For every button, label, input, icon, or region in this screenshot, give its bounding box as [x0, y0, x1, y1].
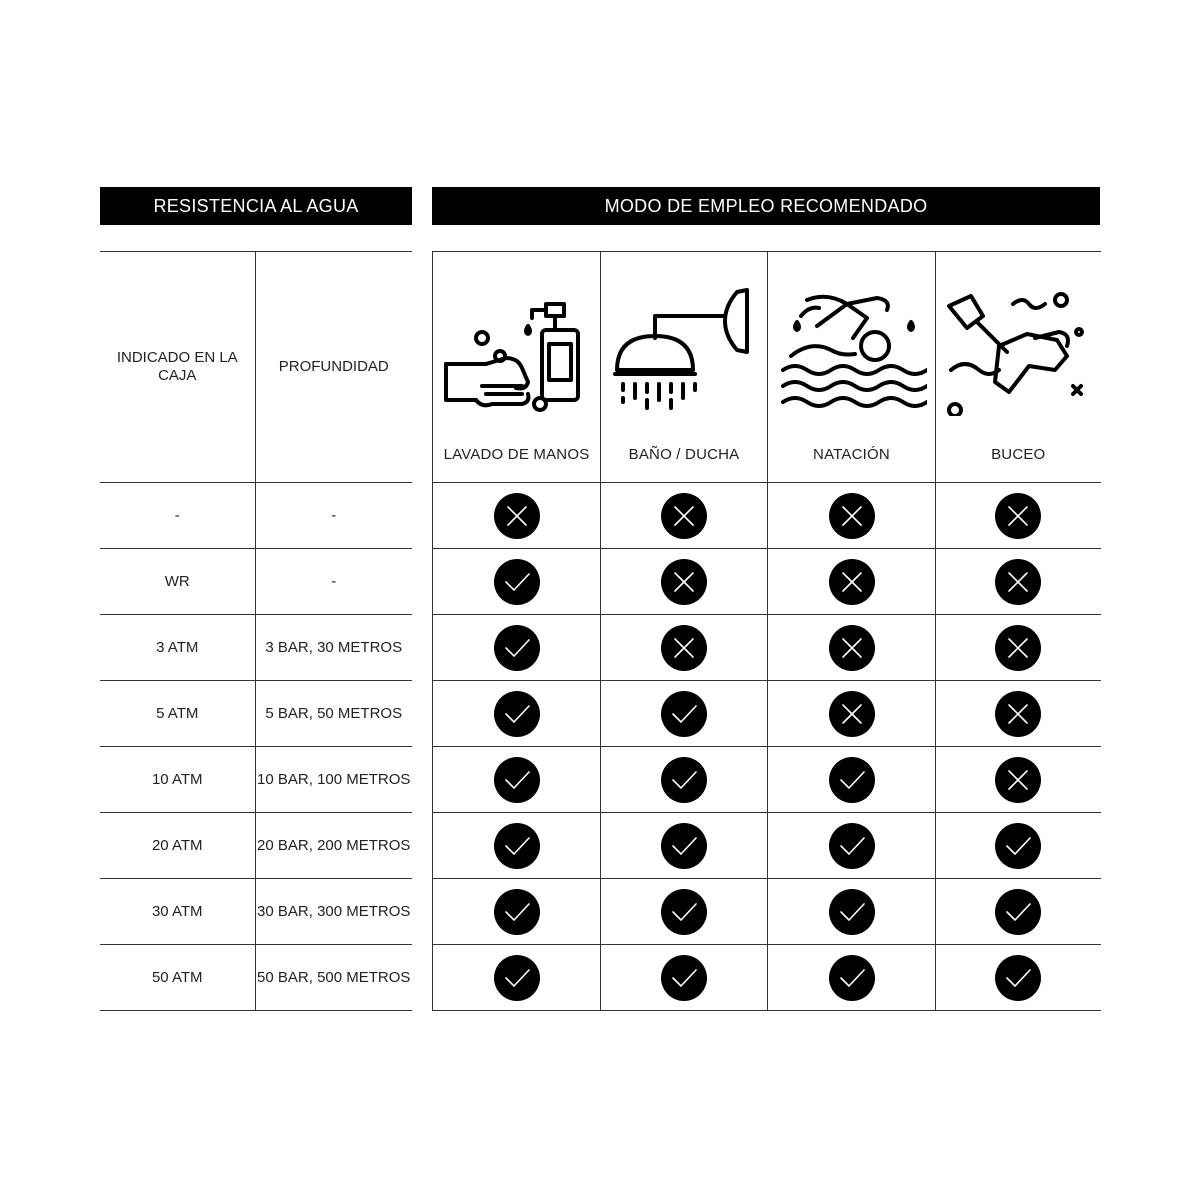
check-icon	[995, 955, 1041, 1001]
indicated-cell: 20 ATM	[100, 813, 255, 879]
header-usage: MODO DE EMPLEO RECOMENDADO	[432, 187, 1100, 225]
usage-cell	[768, 813, 936, 879]
usage-cell	[936, 615, 1101, 681]
cross-icon	[661, 625, 707, 671]
resistance-row	[100, 813, 412, 879]
check-icon	[661, 889, 707, 935]
activity-label-swimming: NATACIÓN	[813, 446, 890, 463]
cross-icon	[995, 625, 1041, 671]
usage-cell	[601, 549, 768, 615]
usage-row	[433, 747, 1101, 813]
usage-cell	[433, 747, 601, 813]
usage-cell	[433, 615, 601, 681]
check-icon	[494, 559, 540, 605]
check-icon	[829, 889, 875, 935]
depth-cell: -	[255, 549, 412, 615]
usage-cell	[936, 879, 1101, 945]
depth-cell: 3 BAR, 30 METROS	[255, 615, 412, 681]
indicated-cell: 30 ATM	[100, 879, 255, 945]
cross-icon	[494, 493, 540, 539]
resistance-row	[100, 615, 412, 681]
shower-icon	[609, 286, 759, 416]
column-header-indicated-text: INDICADO EN LA CAJA	[116, 349, 238, 384]
column-header-indicated	[100, 252, 255, 483]
usage-cell	[601, 483, 768, 549]
handwashing-icon	[442, 286, 592, 416]
swimming-icon	[777, 286, 927, 416]
usage-cell	[433, 813, 601, 879]
usage-cell	[768, 681, 936, 747]
usage-row	[433, 483, 1101, 549]
check-icon	[661, 823, 707, 869]
diving-icon	[943, 286, 1093, 416]
usage-cell	[601, 747, 768, 813]
usage-table	[432, 251, 1101, 1011]
indicated-cell: 5 ATM	[100, 681, 255, 747]
usage-row	[433, 945, 1101, 1011]
check-icon	[494, 691, 540, 737]
resistance-table	[100, 251, 412, 1011]
resistance-header-row	[100, 252, 412, 483]
usage-cell	[768, 747, 936, 813]
resistance-row	[100, 483, 412, 549]
depth-cell: 10 BAR, 100 METROS	[255, 747, 412, 813]
cross-icon	[661, 493, 707, 539]
cross-icon	[995, 757, 1041, 803]
usage-row	[433, 615, 1101, 681]
activity-header-handwashing	[433, 252, 601, 483]
check-icon	[494, 625, 540, 671]
usage-cell	[601, 879, 768, 945]
check-icon	[661, 955, 707, 1001]
indicated-cell: -	[100, 483, 255, 549]
indicated-cell: 50 ATM	[100, 945, 255, 1011]
resistance-row	[100, 945, 412, 1011]
usage-cell	[433, 681, 601, 747]
usage-cell	[601, 945, 768, 1011]
usage-cell	[768, 549, 936, 615]
depth-cell: -	[255, 483, 412, 549]
usage-cell	[768, 945, 936, 1011]
cross-icon	[995, 493, 1041, 539]
indicated-cell: WR	[100, 549, 255, 615]
usage-cell	[768, 483, 936, 549]
usage-cell	[936, 549, 1101, 615]
usage-cell	[768, 879, 936, 945]
activity-label-handwashing: LAVADO DE MANOS	[443, 446, 590, 463]
depth-cell: 20 BAR, 200 METROS	[255, 813, 412, 879]
check-icon	[494, 823, 540, 869]
usage-cell	[433, 549, 601, 615]
check-icon	[995, 823, 1041, 869]
cross-icon	[829, 691, 875, 737]
depth-cell: 30 BAR, 300 METROS	[255, 879, 412, 945]
indicated-cell: 10 ATM	[100, 747, 255, 813]
usage-row	[433, 681, 1101, 747]
usage-cell	[601, 813, 768, 879]
resistance-row	[100, 681, 412, 747]
check-icon	[661, 757, 707, 803]
usage-cell	[601, 681, 768, 747]
cross-icon	[995, 691, 1041, 737]
usage-cell	[433, 879, 601, 945]
cross-icon	[829, 559, 875, 605]
depth-cell: 50 BAR, 500 METROS	[255, 945, 412, 1011]
check-icon	[829, 823, 875, 869]
usage-row	[433, 879, 1101, 945]
indicated-cell: 3 ATM	[100, 615, 255, 681]
usage-row	[433, 549, 1101, 615]
resistance-row	[100, 747, 412, 813]
usage-cell	[601, 615, 768, 681]
usage-cell	[936, 747, 1101, 813]
check-icon	[494, 757, 540, 803]
resistance-row	[100, 549, 412, 615]
usage-cell	[433, 945, 601, 1011]
activity-header-shower	[601, 252, 768, 483]
check-icon	[661, 691, 707, 737]
cross-icon	[995, 559, 1041, 605]
activity-label-diving: BUCEO	[991, 446, 1046, 463]
column-header-depth-text: PROFUNDIDAD	[278, 358, 389, 375]
header-resistance: RESISTENCIA AL AGUA	[100, 187, 412, 225]
usage-cell	[936, 681, 1101, 747]
check-icon	[829, 955, 875, 1001]
cross-icon	[661, 559, 707, 605]
check-icon	[995, 889, 1041, 935]
activity-header-swimming	[768, 252, 936, 483]
column-header-depth	[255, 252, 412, 483]
usage-cell	[936, 483, 1101, 549]
check-icon	[829, 757, 875, 803]
cross-icon	[829, 625, 875, 671]
cross-icon	[829, 493, 875, 539]
usage-cell	[936, 813, 1101, 879]
resistance-row	[100, 879, 412, 945]
check-icon	[494, 955, 540, 1001]
check-icon	[494, 889, 540, 935]
usage-cell	[433, 483, 601, 549]
usage-cell	[936, 945, 1101, 1011]
usage-cell	[768, 615, 936, 681]
activity-header-diving	[936, 252, 1101, 483]
activity-header-row	[433, 252, 1101, 483]
activity-label-shower: BAÑO / DUCHA	[628, 446, 740, 463]
usage-row	[433, 813, 1101, 879]
depth-cell: 5 BAR, 50 METROS	[255, 681, 412, 747]
